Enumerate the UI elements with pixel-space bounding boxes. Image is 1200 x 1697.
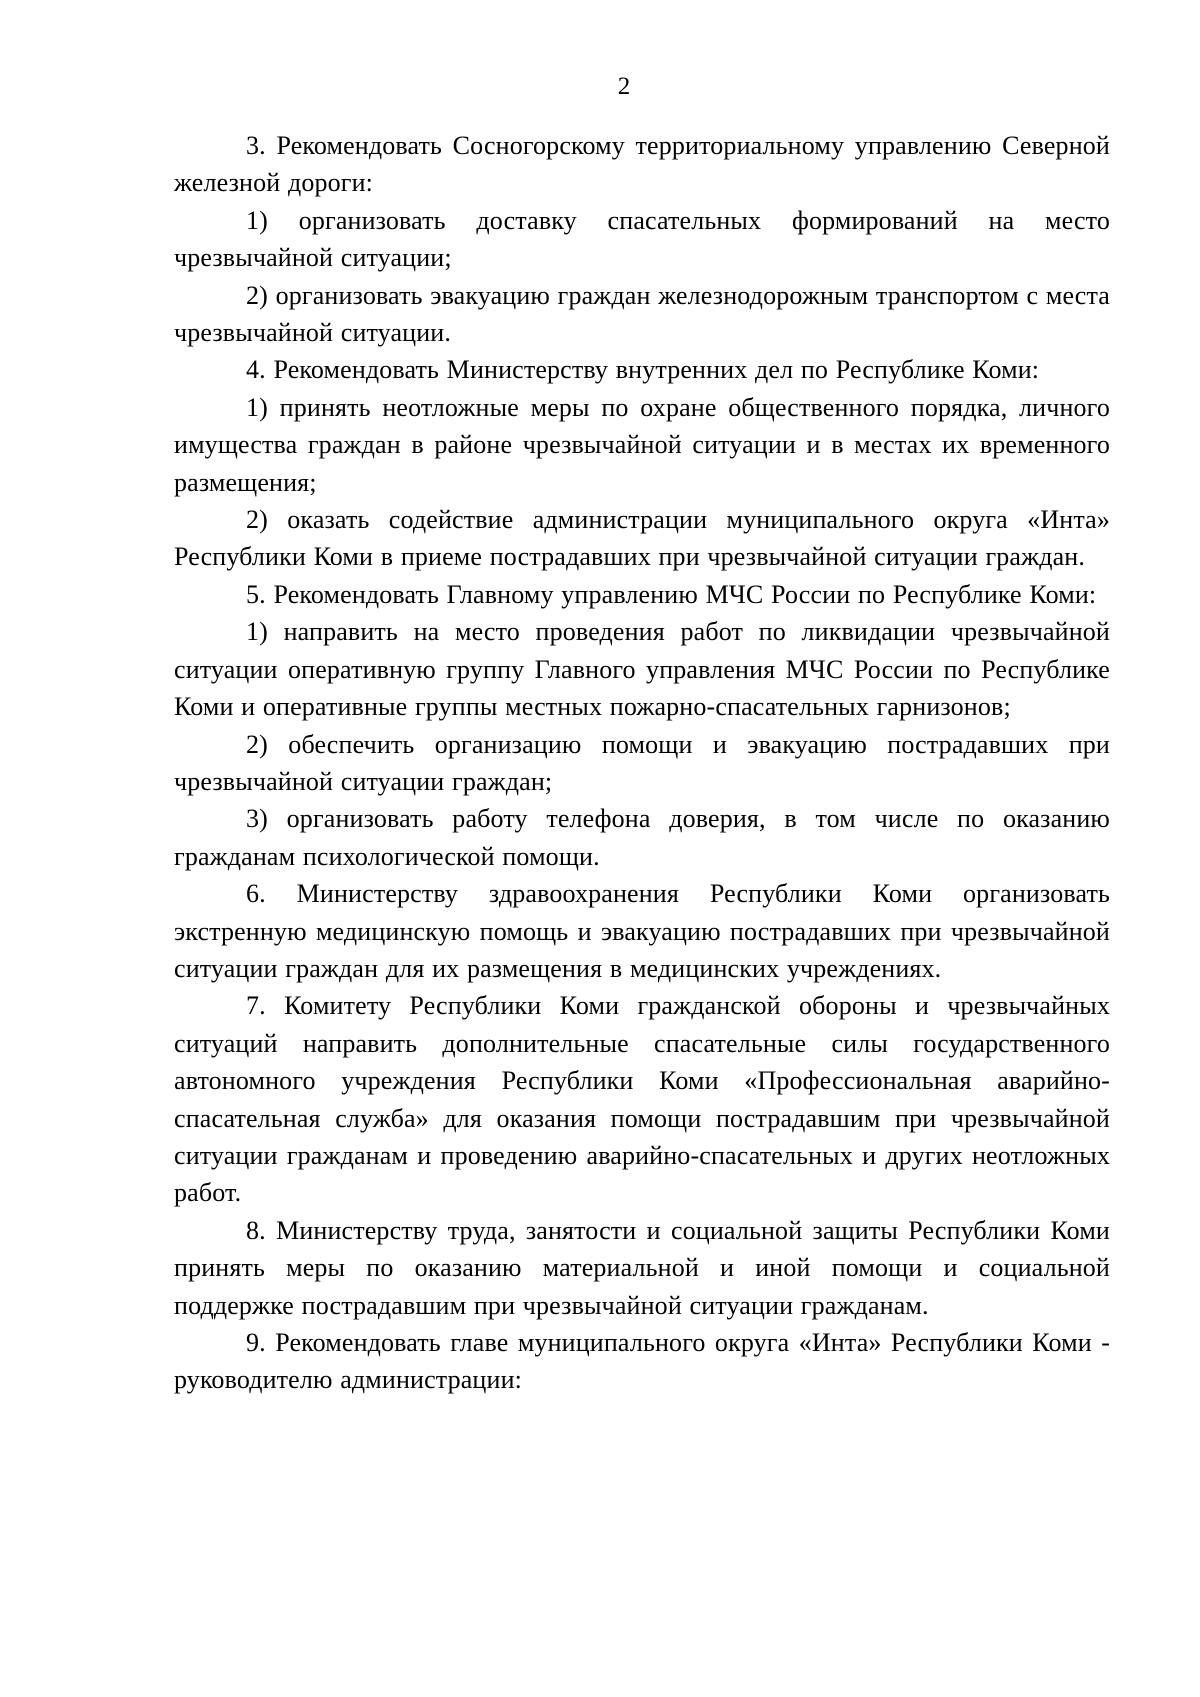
paragraph-item-8: 8. Министерству труда, занятости и социальной защиты Республики Коми принять меры по оказанию материальной и иной помощи и социальной поддержке пострадавшим при чрезвычайной ситуации гражданам.: [174, 1215, 1110, 1320]
paragraph-item-9: 9. Рекомендовать главе муниципального округа «Инта» Республики Коми - руководителю администрации:: [174, 1328, 1110, 1395]
document-body: [174, 127, 1110, 1399]
paragraph-subitem-3-2: 2) организовать эвакуацию граждан железнодорожным транспортом с места чрезвычайной ситуации.: [174, 280, 1110, 348]
paragraph-subitem-5-1: 1) направить на место проведения работ по ликвидации чрезвычайной ситуации оперативную группу Главного управления МЧС России по Республике Коми и оперативные группы местных пожарно-спасательных гарнизонов;: [174, 617, 1110, 722]
paragraph-item-6: 6. Министерству здравоохранения Республики Коми организовать экстренную медицинскую помощь и эвакуацию пострадавших при чрезвычайной ситуации граждан для их размещения в медицинских учреждениях.: [174, 879, 1110, 983]
page-number: 2: [617, 73, 631, 100]
paragraph-subitem-4-1: 1) принять неотложные меры по охране общественного порядка, личного имущества граждан в районе чрезвычайной ситуации и в местах их временного размещения;: [174, 392, 1110, 497]
paragraph-item-5: 5. Рекомендовать Главному управлению МЧС России по Республике Коми:: [246, 579, 1097, 609]
paragraph-subitem-5-2: 2) обеспечить организацию помощи и эвакуацию пострадавших при чрезвычайной ситуации граждан;: [174, 729, 1110, 796]
paragraph-item-3: 3. Рекомендовать Сосногорскому территориальному управлению Северной железной дороги:: [174, 131, 1110, 198]
paragraph-subitem-5-3: 3) организовать работу телефона доверия, в том числе по оказанию гражданам психологической помощи.: [174, 804, 1110, 871]
paragraph-item-7: 7. Комитету Республики Коми гражданской обороны и чрезвычайных ситуаций направить дополнительные спасательные силы государственного автономного учреждения Республики Коми «Профессиональная аварийно-спасательная служба» для оказания помощи пострадавшим при чрезвычайной ситуации гражданам и проведению аварийно-спасательных и других неотложных работ.: [174, 991, 1110, 1208]
paragraph-subitem-3-1: 1) организовать доставку спасательных формирований на место чрезвычайной ситуации;: [174, 205, 1110, 273]
paragraph-subitem-4-2: 2) оказать содействие администрации муниципального округа «Инта» Республики Коми в приеме пострадавших при чрезвычайной ситуации граждан.: [174, 505, 1110, 572]
paragraph-item-4: 4. Рекомендовать Министерству внутренних дел по Республике Коми:: [246, 355, 1040, 385]
